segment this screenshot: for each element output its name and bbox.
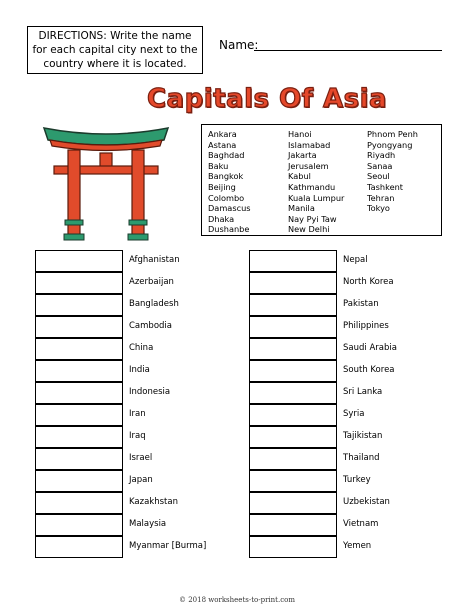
capital-word: Sanaa <box>367 160 393 171</box>
country-label: China <box>129 343 154 353</box>
capital-word: Tokyo <box>367 203 390 214</box>
capital-word: Phnom Penh <box>367 129 418 139</box>
capital-word: Tashkent <box>367 181 404 192</box>
capital-word: Ankara <box>208 129 237 139</box>
name-input-line[interactable] <box>254 50 442 51</box>
capital-word: Colombo <box>208 192 245 203</box>
answer-box[interactable] <box>35 426 123 448</box>
answer-box[interactable] <box>35 448 123 470</box>
country-label: Saudi Arabia <box>343 343 397 353</box>
capital-word: Kathmandu <box>288 181 336 192</box>
page-title: Capitals Of Asia <box>146 84 388 114</box>
answer-box[interactable] <box>35 382 123 404</box>
answer-box[interactable] <box>249 536 337 558</box>
capital-word: Islamabad <box>288 139 331 150</box>
answer-box[interactable] <box>249 492 337 514</box>
capital-word: Seoul <box>367 171 390 182</box>
country-label: Myanmar [Burma] <box>129 541 207 551</box>
capital-word: Hanoi <box>288 129 312 139</box>
country-label: Yemen <box>343 541 372 551</box>
capital-word: Astana <box>208 139 237 150</box>
capital-word: Damascus <box>208 203 251 214</box>
country-label: Philippines <box>343 321 389 331</box>
country-label: Syria <box>343 409 365 419</box>
country-label: Sri Lanka <box>343 387 383 397</box>
country-label: North Korea <box>343 277 394 287</box>
answer-box[interactable] <box>35 470 123 492</box>
answer-box[interactable] <box>35 272 123 294</box>
capital-word: Pyongyang <box>367 139 413 150</box>
answer-box[interactable] <box>35 360 123 382</box>
answer-box[interactable] <box>249 426 337 448</box>
country-label: Azerbaijan <box>129 277 174 287</box>
copyright-footer: © 2018 worksheets-to-print.com <box>179 596 295 604</box>
capital-word: Kuala Lumpur <box>288 192 345 203</box>
answer-box[interactable] <box>35 536 123 558</box>
answer-box[interactable] <box>249 470 337 492</box>
country-label: Japan <box>129 475 153 485</box>
country-label: Iraq <box>129 431 146 441</box>
capital-word: Beijing <box>208 181 236 192</box>
capital-word: Riyadh <box>367 150 396 161</box>
capital-word: New Delhi <box>288 224 330 235</box>
capitals-column-3 <box>367 129 418 214</box>
country-label: Afghanistan <box>129 255 180 265</box>
capital-word: Jakarta <box>288 150 317 161</box>
answer-box[interactable] <box>249 404 337 426</box>
capitals-column-2 <box>288 129 344 235</box>
answer-box[interactable] <box>249 338 337 360</box>
answer-box[interactable] <box>249 448 337 470</box>
capitals-column-1 <box>208 129 251 235</box>
country-label: Malaysia <box>129 519 167 529</box>
country-label: Uzbekistan <box>343 497 390 507</box>
directions-box <box>27 26 203 74</box>
capital-word: Jerusalem <box>288 160 329 171</box>
country-label: Pakistan <box>343 299 379 309</box>
country-label: Bangladesh <box>129 299 179 309</box>
answer-box[interactable] <box>249 382 337 404</box>
country-label: Iran <box>129 409 146 419</box>
answer-box[interactable] <box>249 316 337 338</box>
name-label: Name: <box>219 38 259 52</box>
answer-box[interactable] <box>35 338 123 360</box>
country-label: Kazakhstan <box>129 497 178 507</box>
answer-box[interactable] <box>249 514 337 536</box>
capital-word: Tehran <box>367 192 395 203</box>
answer-box[interactable] <box>249 294 337 316</box>
answer-box[interactable] <box>35 514 123 536</box>
directions-line-3: country where it is located. <box>43 58 187 70</box>
country-label: Israel <box>129 453 153 463</box>
country-label: Cambodia <box>129 321 172 331</box>
capital-word: Dushanbe <box>208 224 250 235</box>
capital-word: Baghdad <box>208 150 245 161</box>
country-label: India <box>129 365 150 375</box>
directions-line-1: DIRECTIONS: Write the name <box>38 30 192 42</box>
answer-box[interactable] <box>35 250 123 272</box>
capital-word: Kabul <box>288 171 311 182</box>
country-label: Indonesia <box>129 387 171 397</box>
capital-word: Manila <box>288 203 315 214</box>
country-label: Tajikistan <box>343 431 383 441</box>
capital-word: Dhaka <box>208 213 235 224</box>
country-label: Nepal <box>343 255 368 265</box>
capital-word: Bangkok <box>208 171 244 182</box>
answer-box[interactable] <box>249 360 337 382</box>
answer-box[interactable] <box>35 316 123 338</box>
country-label: South Korea <box>343 365 395 375</box>
country-label: Thailand <box>343 453 380 463</box>
directions-line-2: for each capital city next to the <box>32 44 198 56</box>
answer-box[interactable] <box>35 404 123 426</box>
capitals-word-bank <box>201 124 442 236</box>
torii-gate-icon <box>40 120 172 250</box>
country-label: Vietnam <box>343 519 379 529</box>
capital-word: Baku <box>208 160 229 171</box>
answer-box[interactable] <box>249 272 337 294</box>
answer-box[interactable] <box>35 492 123 514</box>
page-title-wrap <box>0 84 474 114</box>
country-label: Turkey <box>343 475 371 485</box>
capital-word: Nay Pyi Taw <box>288 213 337 224</box>
answer-box[interactable] <box>249 250 337 272</box>
answer-box[interactable] <box>35 294 123 316</box>
